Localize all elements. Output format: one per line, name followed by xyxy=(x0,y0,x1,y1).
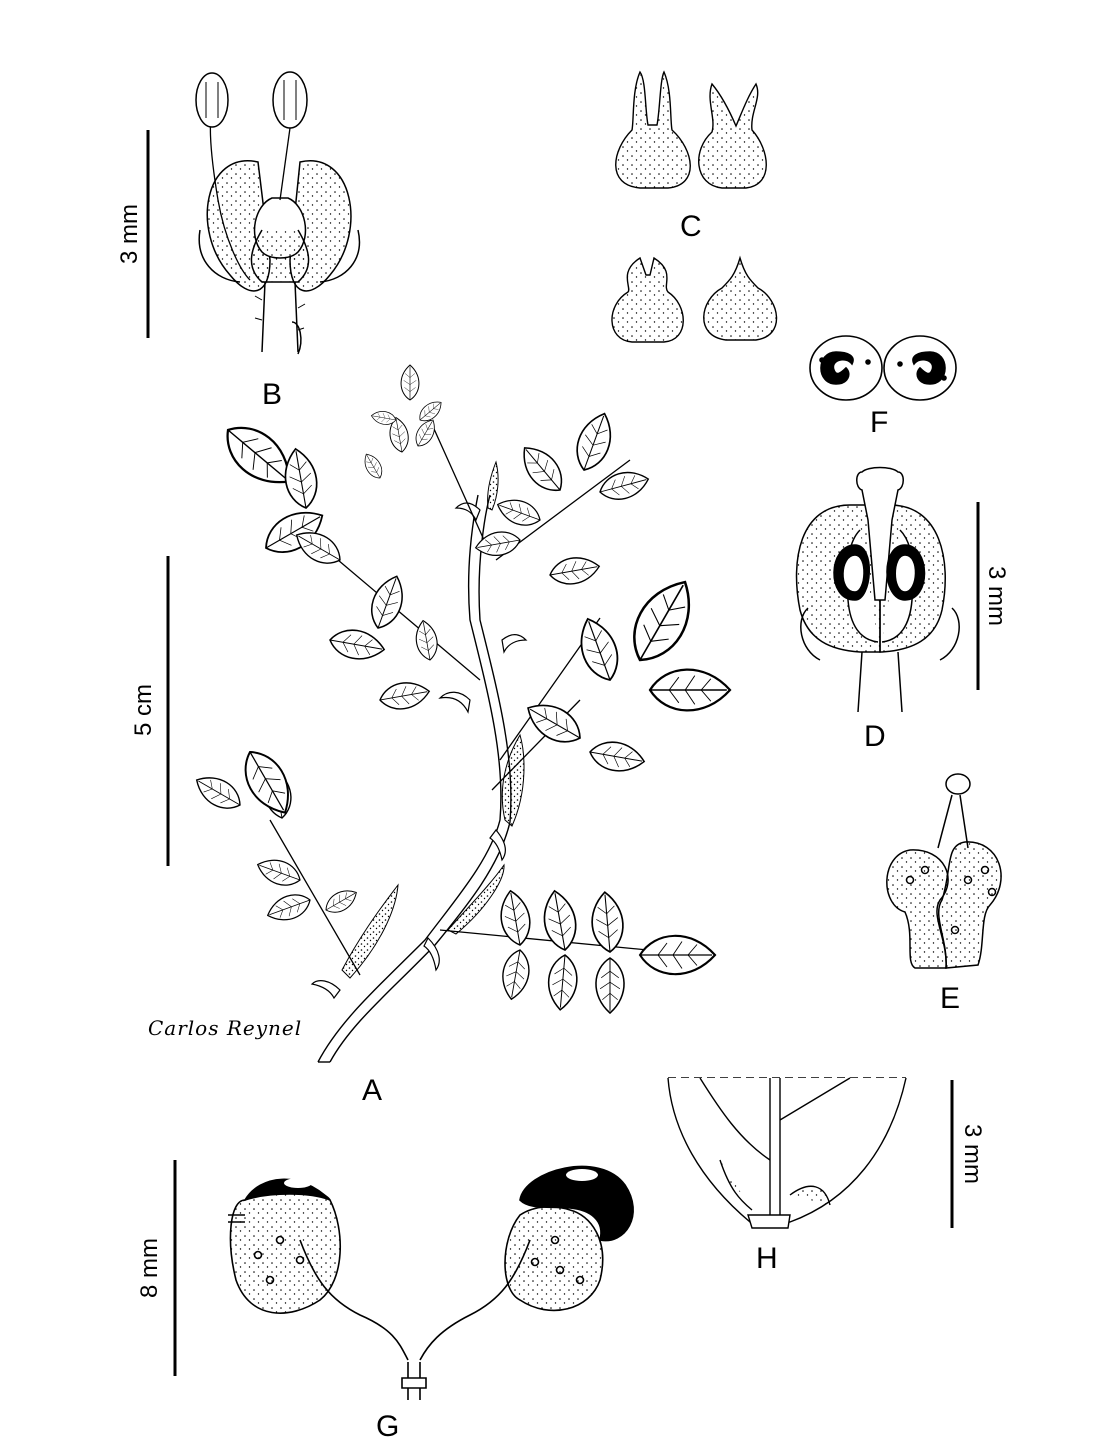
panel-label-e: E xyxy=(940,982,961,1015)
artist-signature: Carlos Reynel xyxy=(148,1016,303,1040)
figure-e-fruit xyxy=(887,774,1001,968)
scale-label-h: 3 mm xyxy=(959,1124,986,1184)
figure-g-fruit-pair xyxy=(228,1166,633,1400)
panel-label-d: D xyxy=(864,720,886,753)
scale-label-g: 8 mm xyxy=(136,1238,163,1298)
figure-c-petals xyxy=(612,72,777,342)
figure-a-branch xyxy=(190,365,730,1062)
figure-f-ovary-sections xyxy=(810,336,956,400)
panel-label-f: F xyxy=(870,406,889,439)
scale-label-b: 3 mm xyxy=(116,204,143,264)
scale-label-d: 3 mm xyxy=(983,566,1010,626)
figure-d-flower-section xyxy=(797,468,960,713)
panel-label-b: B xyxy=(262,378,283,411)
panel-label-a: A xyxy=(362,1074,383,1107)
panel-label-g: G xyxy=(376,1410,400,1443)
figure-b-flower xyxy=(196,72,359,354)
scale-label-a: 5 cm xyxy=(130,683,157,737)
panel-label-h: H xyxy=(756,1242,778,1275)
panel-label-c: C xyxy=(680,210,702,243)
figure-h-leaflet-base xyxy=(668,1078,906,1228)
